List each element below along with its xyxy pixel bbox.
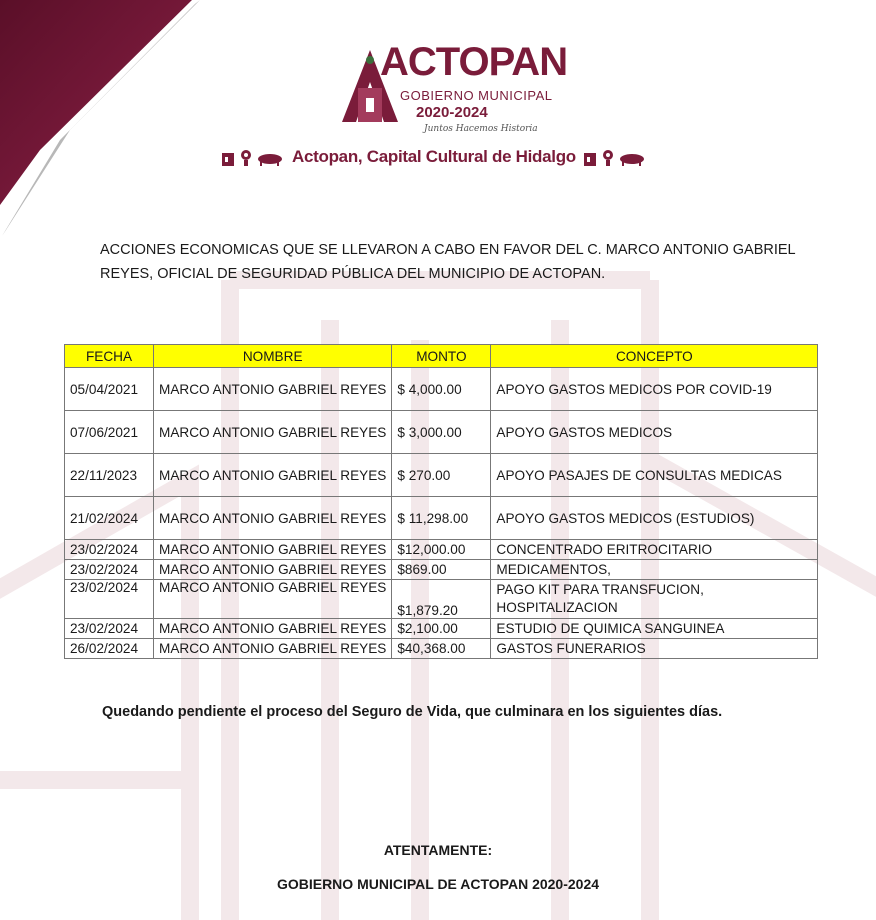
cell-concepto: APOYO GASTOS MEDICOS (ESTUDIOS) [491,497,818,540]
logo-subtitle: GOBIERNO MUNICIPAL [400,88,553,103]
cell-fecha: 23/02/2024 [65,540,154,560]
cell-concepto: MEDICAMENTOS, [491,560,818,580]
cell-fecha: 26/02/2024 [65,639,154,659]
municipal-logo [340,40,568,140]
cell-monto: $12,000.00 [392,540,491,560]
cell-concepto: APOYO GASTOS MEDICOS POR COVID-19 [491,368,818,411]
cell-nombre: MARCO ANTONIO GABRIEL REYES [154,580,392,619]
cell-monto: $40,368.00 [392,639,491,659]
cell-fecha: 07/06/2021 [65,411,154,454]
cell-fecha: 21/02/2024 [65,497,154,540]
cell-concepto: ESTUDIO DE QUIMICA SANGUINEA [491,619,818,639]
table-row [65,619,818,639]
tagline [220,145,660,169]
header-nombre: NOMBRE [154,345,392,368]
header-monto: MONTO [392,345,491,368]
corner-decoration [0,0,200,240]
cell-nombre: MARCO ANTONIO GABRIEL REYES [154,619,392,639]
table-row [65,580,818,619]
closing-text: ATENTAMENTE: [383,842,493,858]
cell-fecha: 22/11/2023 [65,454,154,497]
heritage-icons-left [220,147,286,167]
table-row [65,368,818,411]
cell-nombre: MARCO ANTONIO GABRIEL REYES [154,411,392,454]
cell-concepto: CONCENTRADO ERITROCITARIO [491,540,818,560]
table-row [65,411,818,454]
cell-monto: $869.00 [392,560,491,580]
cell-monto: $2,100.00 [392,619,491,639]
economic-actions-table [64,344,818,659]
cell-monto: $ 11,298.00 [392,497,491,540]
cell-fecha: 05/04/2021 [65,368,154,411]
cell-nombre: MARCO ANTONIO GABRIEL REYES [154,454,392,497]
logo-title: ACTOPAN [380,40,568,84]
cell-monto: $ 4,000.00 [392,368,491,411]
cell-monto: $ 3,000.00 [392,411,491,454]
table-row [65,560,818,580]
cell-nombre: MARCO ANTONIO GABRIEL REYES [154,368,392,411]
cell-fecha: 23/02/2024 [65,619,154,639]
intro-paragraph: ACCIONES ECONOMICAS QUE SE LLEVARON A CABO EN FAVOR DEL C. MARCO ANTONIO GABRIEL REYES, OFICIAL DE SEGURIDAD PÚBLICA DEL MUNICIPIO DE ACTOPAN. [100,242,796,282]
table-row [65,454,818,497]
cell-concepto: APOYO PASAJES DE CONSULTAS MEDICAS [491,454,818,497]
signature-line: GOBIERNO MUNICIPAL DE ACTOPAN 2020-2024 [276,876,600,892]
cell-concepto: GASTOS FUNERARIOS [491,639,818,659]
cell-nombre: MARCO ANTONIO GABRIEL REYES [154,560,392,580]
header-fecha: FECHA [65,345,154,368]
cell-monto: $1,879.20 [392,580,491,619]
cell-monto: $ 270.00 [392,454,491,497]
cell-fecha: 23/02/2024 [65,560,154,580]
table-row [65,497,818,540]
heritage-icons-right [582,147,648,167]
logo-signature: Juntos Hacemos Historia [424,124,538,134]
cell-nombre: MARCO ANTONIO GABRIEL REYES [154,497,392,540]
cell-fecha: 23/02/2024 [65,580,154,619]
cell-nombre: MARCO ANTONIO GABRIEL REYES [154,639,392,659]
pending-note: Quedando pendiente el proceso del Seguro de Vida, que culminara en los siguientes días. [102,704,723,720]
logo-years: 2020-2024 [416,104,488,121]
table-row [65,540,818,560]
table-header-row [65,345,818,368]
cell-nombre: MARCO ANTONIO GABRIEL REYES [154,540,392,560]
cell-concepto: APOYO GASTOS MEDICOS [491,411,818,454]
tagline-text: Actopan, Capital Cultural de Hidalgo [292,147,576,166]
table-row [65,639,818,659]
header-concepto: CONCEPTO [491,345,818,368]
cell-concepto: PAGO KIT PARA TRANSFUCION, HOSPITALIZACION [491,580,818,619]
